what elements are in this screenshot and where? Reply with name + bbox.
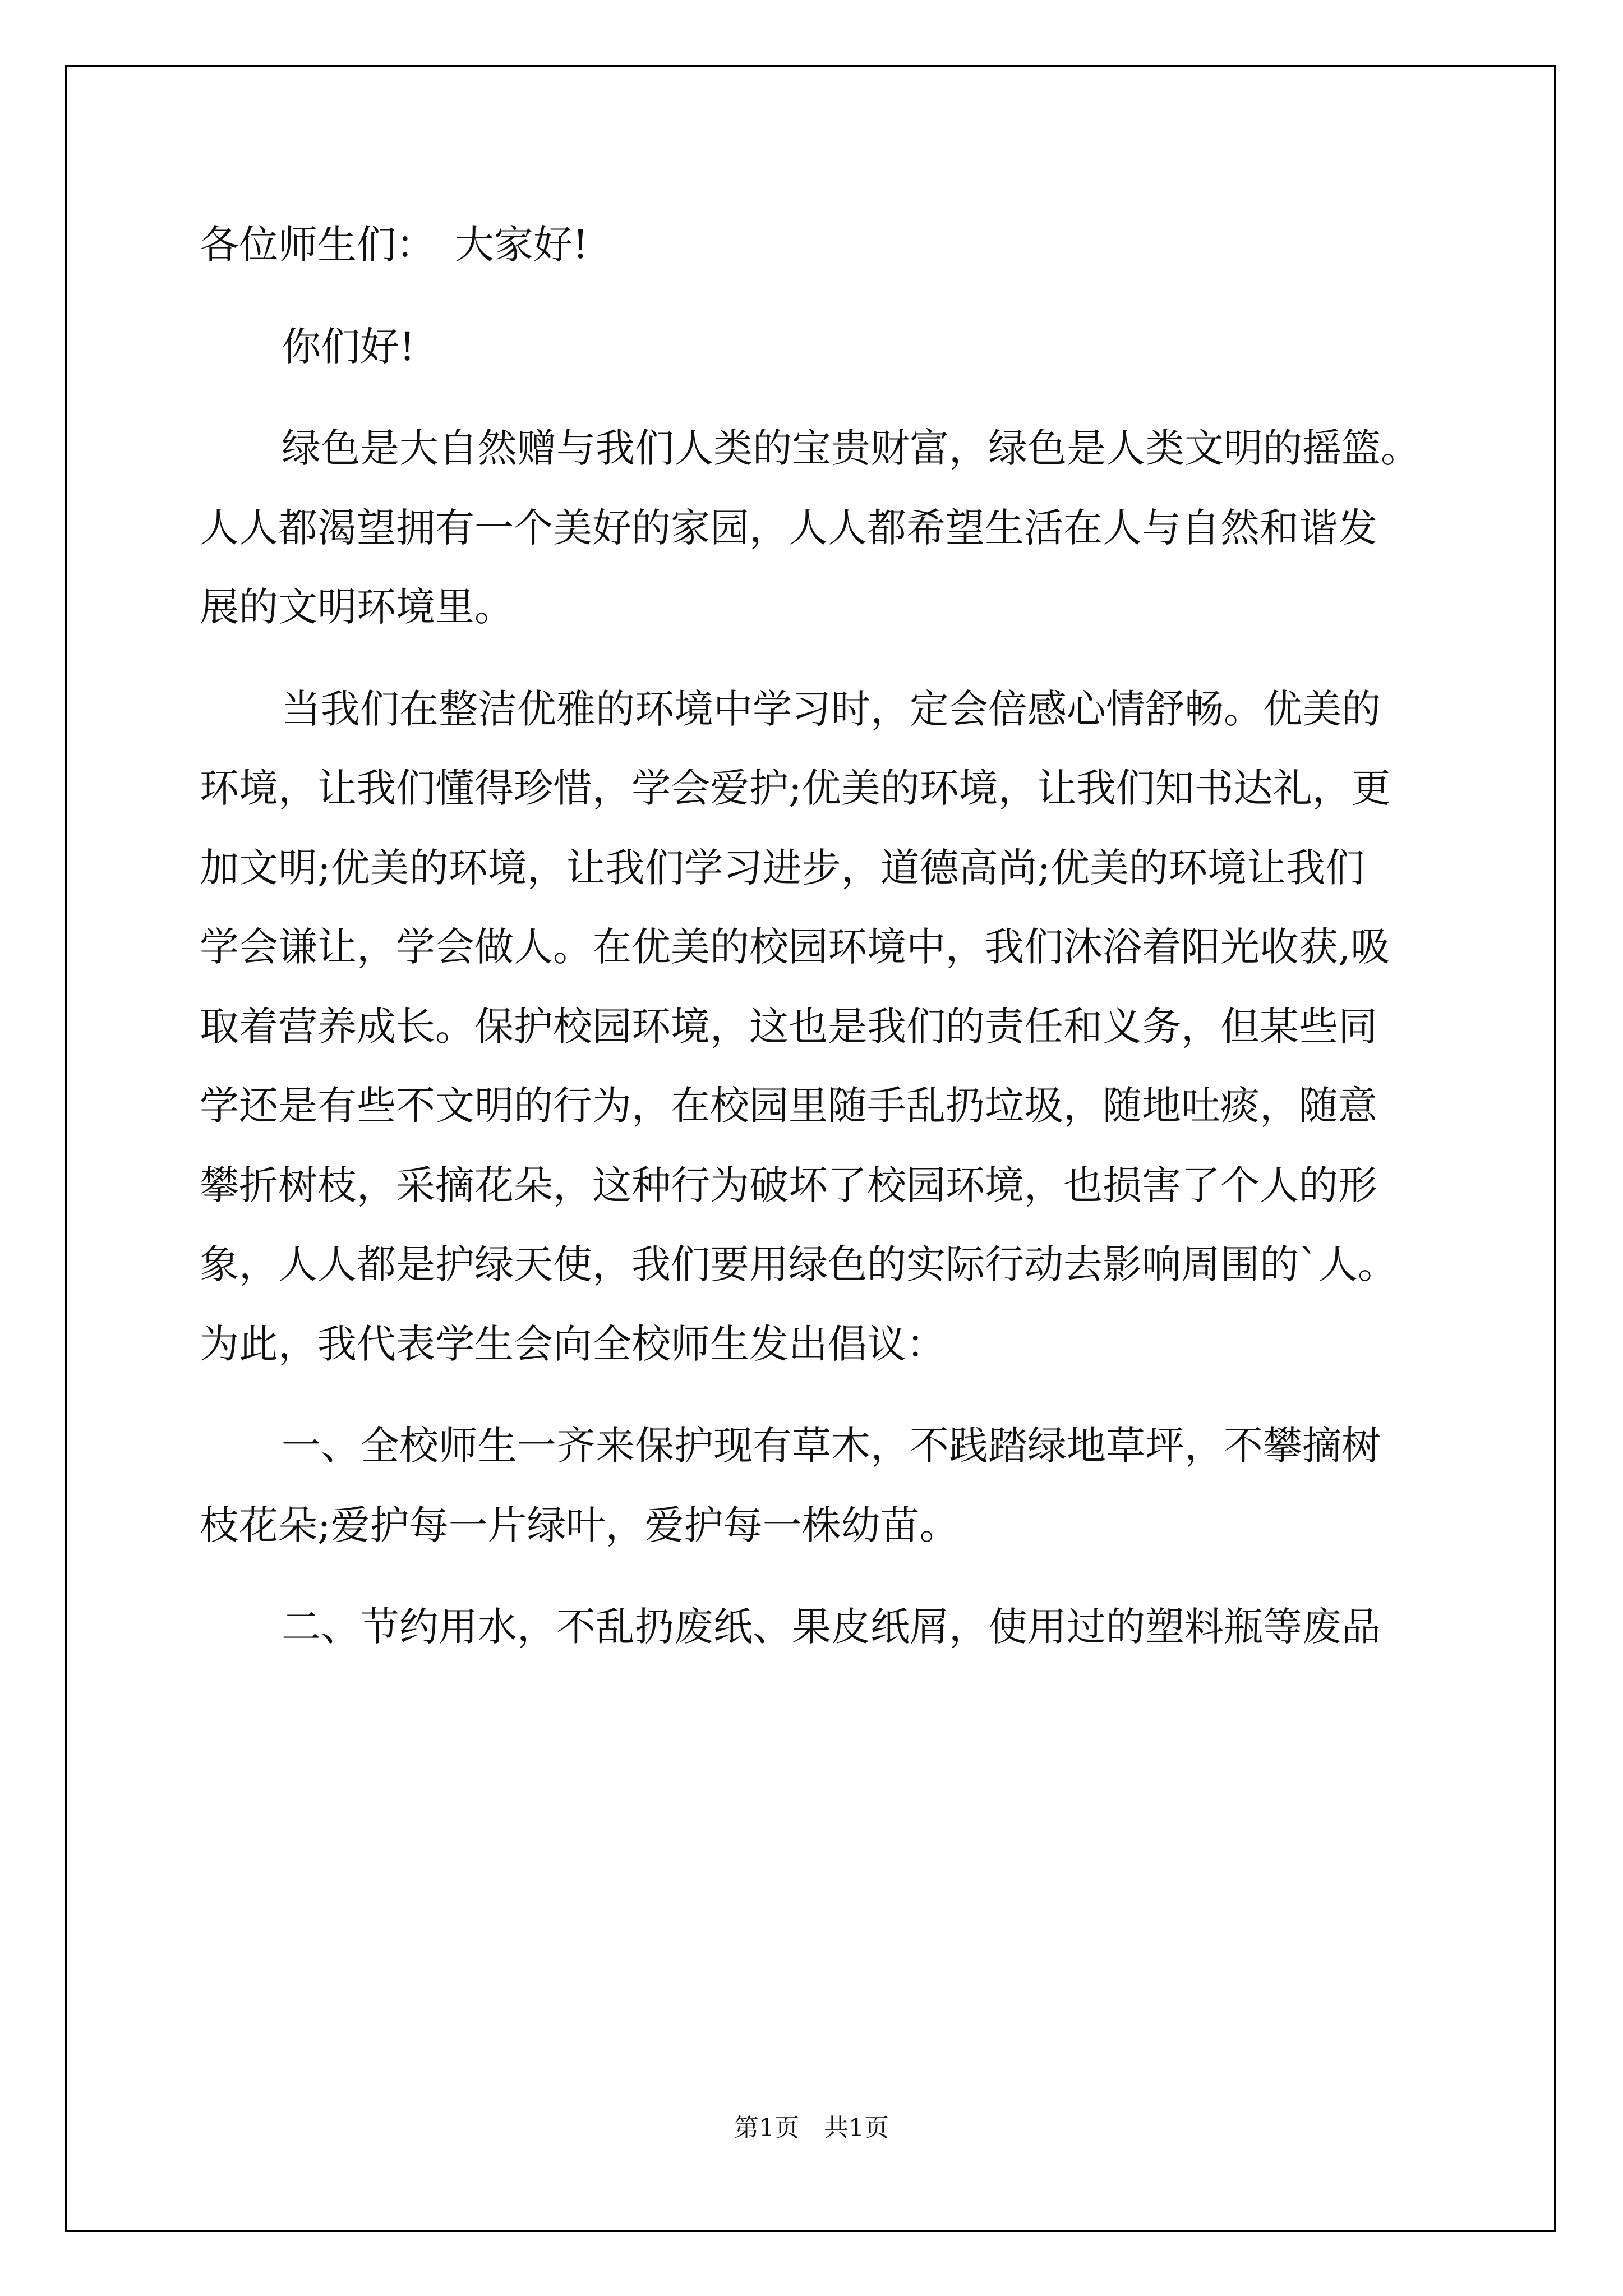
document-body	[200, 205, 1433, 1667]
text-line: 为此，我代表学生会向全校师生发出倡议：	[200, 1320, 946, 1367]
text-line: 学还是有些不文明的行为，在校园里随手乱扔垃圾，随地吐痰，随意	[200, 1083, 1377, 1129]
text-line: 你们好!	[282, 323, 416, 370]
text-line: 环境，让我们懂得珍惜，学会爱护;优美的环境，让我们知书达礼，更	[200, 765, 1391, 811]
text-line: 展的文明环境里。	[200, 584, 514, 630]
text-line: 各位师生们： 大家好!	[200, 222, 589, 268]
text-line: 一、全校师生一齐来保护现有草木，不践踏绿地草坪，不攀摘树	[282, 1423, 1381, 1469]
text-line: 取着营养成长。保护校园环境，这也是我们的责任和义务，但某些同	[200, 1003, 1377, 1050]
text-line: 攀折树枝，采摘花朵，这种行为破坏了校园环境，也损害了个人的形	[200, 1162, 1377, 1208]
text-line: 当我们在整洁优雅的环境中学习时，定会倍感心情舒畅。优美的	[282, 685, 1381, 732]
paragraph	[200, 307, 1433, 387]
paragraph	[200, 205, 1433, 285]
text-line: 加文明;优美的环境，让我们学习进步，道德高尚;优美的环境让我们	[200, 844, 1365, 891]
text-line: 二、节约用水，不乱扔废纸、果皮纸屑，使用过的塑料瓶等废品	[282, 1604, 1381, 1650]
text-line: 绿色是大自然赠与我们人类的宝贵财富，绿色是人类文明的摇篮。	[282, 425, 1420, 471]
text-line: 人人都渴望拥有一个美好的家园，人人都希望生活在人与自然和谐发	[200, 504, 1377, 551]
text-line: 学会谦让，学会做人。在优美的校园环境中，我们沐浴着阳光收获,吸	[200, 924, 1390, 970]
text-line: 象，人人都是护绿天使，我们要用绿色的实际行动去影响周围的`人。	[200, 1241, 1397, 1287]
paragraph	[200, 409, 1433, 647]
page-number-label: 第1页 共1页	[734, 2114, 889, 2142]
paragraph	[200, 670, 1433, 1384]
paragraph	[200, 1588, 1433, 1667]
text-line: 枝花朵;爱护每一片绿叶，爱护每一株幼苗。	[200, 1502, 959, 1548]
paragraph	[200, 1406, 1433, 1565]
page-footer	[0, 2108, 1623, 2143]
